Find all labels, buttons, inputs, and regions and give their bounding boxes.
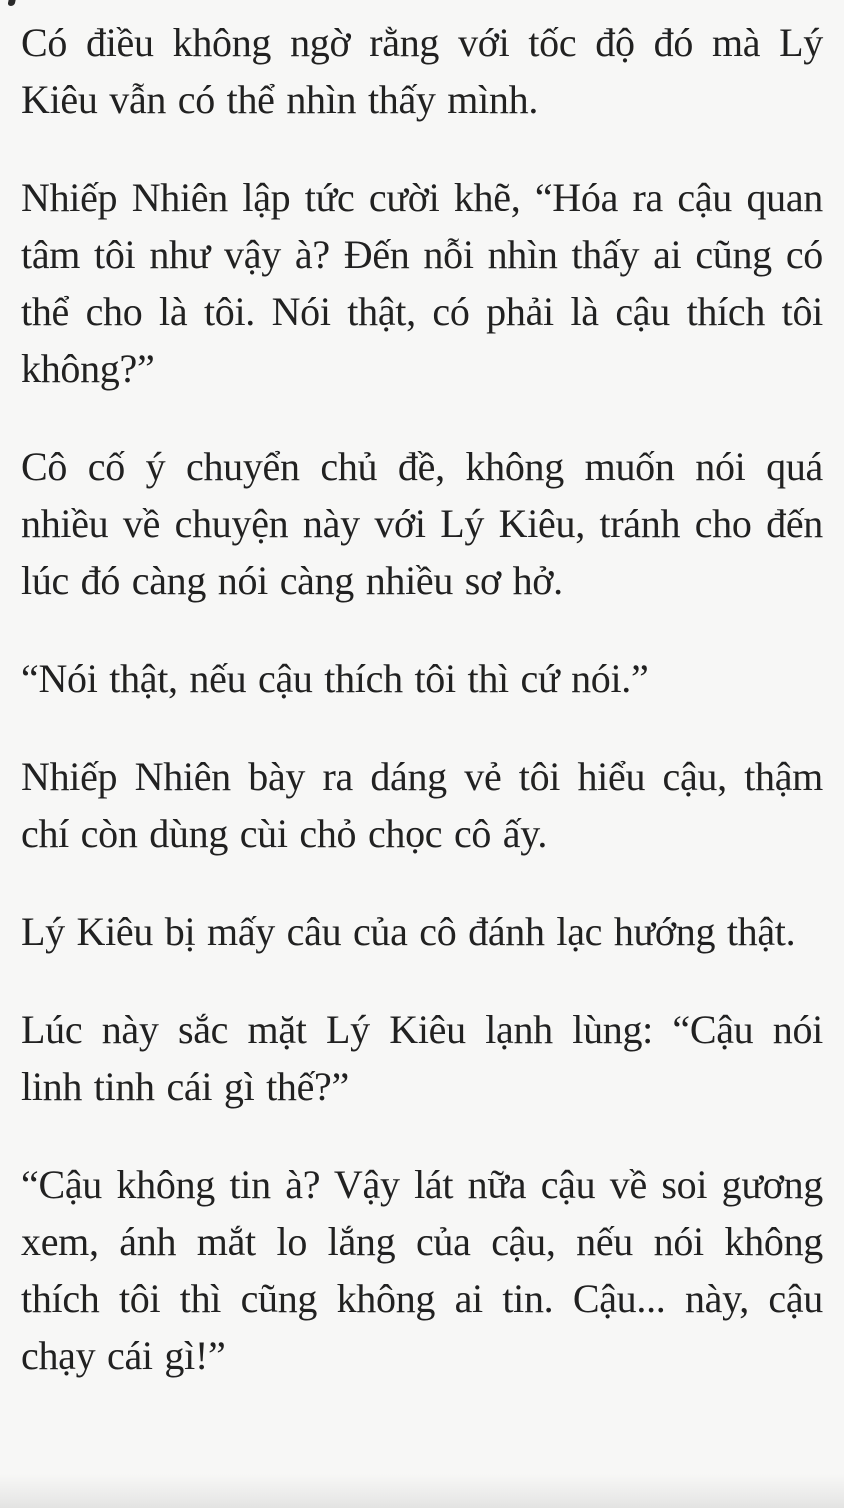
clipped-glyph-artifact <box>7 0 15 6</box>
paragraph: Có điều không ngờ rằng với tốc độ đó mà Lý Kiêu vẫn có thể nhìn thấy mình. <box>21 20 823 122</box>
paragraph: “Nói thật, nếu cậu thích tôi thì cứ nói.” <box>21 656 649 701</box>
paragraph: Cô cố ý chuyển chủ đề, không muốn nói quá nhiều về chuyện này với Lý Kiêu, tránh cho đến lúc đó càng nói càng nhiều sơ hở. <box>21 444 823 603</box>
paragraph: Nhiếp Nhiên lập tức cười khẽ, “Hóa ra cậu quan tâm tôi như vậy à? Đến nỗi nhìn thấy ai cũng có thể cho là tôi. Nói thật, có phải là cậu thích tôi không?” <box>21 175 823 391</box>
paragraph: Lúc này sắc mặt Lý Kiêu lạnh lùng: “Cậu nói linh tinh cái gì thế?” <box>21 1007 823 1109</box>
paragraph: Nhiếp Nhiên bày ra dáng vẻ tôi hiểu cậu, thậm chí còn dùng cùi chỏ chọc cô ấy. <box>21 754 823 856</box>
bottom-fade <box>0 1474 844 1508</box>
paragraph: Lý Kiêu bị mấy câu của cô đánh lạc hướng thật. <box>21 909 796 954</box>
paragraph: “Cậu không tin à? Vậy lát nữa cậu về soi gương xem, ánh mắt lo lắng của cậu, nếu nói không thích tôi thì cũng không ai tin. Cậu... này, cậu chạy cái gì!” <box>21 1162 823 1378</box>
